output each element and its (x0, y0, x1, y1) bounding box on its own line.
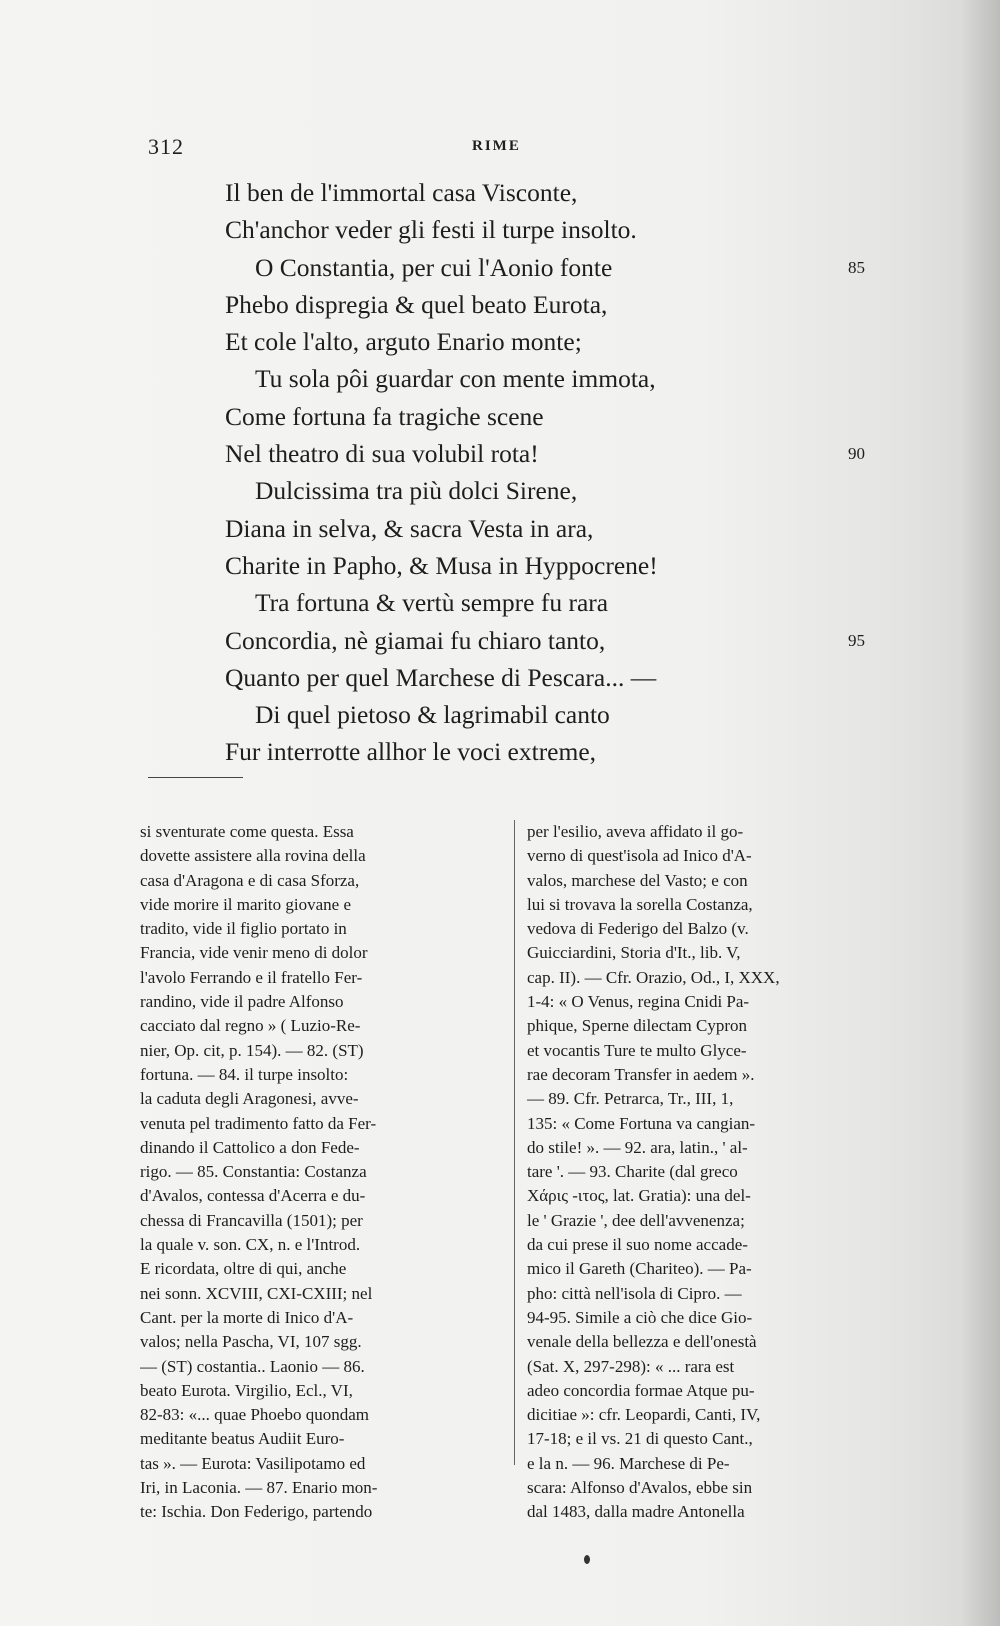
note-line: fortuna. — 84. il turpe insolto: (140, 1064, 349, 1084)
verse-line: O Constantia, per cui l'Aonio fonte (255, 252, 613, 282)
note-line: (Sat. X, 297-298): « ... rara est (527, 1356, 735, 1376)
verse-line: Nel theatro di sua volubil rota! (225, 439, 539, 469)
note-line: lui si trovava la sorella Costanza, (527, 894, 753, 914)
note-line: Francia, vide venir meno di dolor (140, 943, 368, 963)
note-line: pho: città nell'isola di Cipro. — (527, 1283, 742, 1303)
note-line: vedova di Federigo del Balzo (v. (527, 919, 749, 939)
verse-line: Tu sola pôi guardar con mente immota, (255, 364, 656, 394)
note-line: adeo concordia formae Atque pu- (527, 1380, 755, 1400)
note-line: meditante beatus Audiit Euro- (140, 1429, 345, 1449)
note-line: d'Avalos, contessa d'Acerra e du- (140, 1186, 366, 1206)
verse-line: Tra fortuna & vertù sempre fu rara (255, 588, 609, 618)
verse-line: Fur interrotte allhor le voci extreme, (225, 737, 597, 767)
note-line: rigo. — 85. Constantia: Costanza (140, 1162, 367, 1182)
poem-verse (225, 174, 785, 771)
note-line: Guicciardini, Storia d'It., lib. V, (527, 943, 741, 963)
note-line: 82-83: «... quae Phoebo quondam (140, 1405, 369, 1425)
note-line: da cui prese il suo nome accade- (527, 1235, 748, 1255)
note-line: phique, Sperne dilectam Cypron (527, 1016, 748, 1036)
footnote-rule (148, 777, 243, 778)
note-line: per l'esilio, aveva affidato il go- (527, 822, 744, 841)
verse-line: Phebo dispregia & quel beato Eurota, (225, 289, 608, 319)
note-line: Cant. per la morte di Inico d'A- (140, 1307, 354, 1327)
note-line: 1-4: « O Venus, regina Cnidi Pa- (527, 992, 750, 1012)
note-line: — 89. Cfr. Petrarca, Tr., III, 1, (527, 1089, 734, 1109)
verse-line: Concordia, nè giamai fu chiaro tanto, (225, 625, 606, 655)
note-line: rae decoram Transfer in aedem ». (527, 1064, 755, 1084)
note-line: E ricordata, oltre di qui, anche (140, 1259, 347, 1279)
page-number: 312 (148, 134, 184, 159)
verse-line: Ch'anchor veder gli festi il turpe insolto. (225, 215, 637, 245)
note-line: Χάρις -ιτος, lat. Gratia): una del- (527, 1186, 751, 1206)
note-line: la quale v. son. CX, n. e l'Introd. (140, 1235, 361, 1255)
ink-dot-mark (584, 1555, 590, 1564)
note-line: dinando il Cattolico a don Fede- (140, 1137, 360, 1157)
note-line: Iri, in Laconia. — 87. Enario mon- (140, 1478, 378, 1498)
verse-line-number: 85 (848, 257, 865, 277)
note-line: venale della bellezza e dell'onestà (527, 1332, 757, 1352)
verse-line: Come fortuna fa tragiche scene (225, 401, 544, 431)
note-line: cacciato dal regno » ( Luzio-Re- (140, 1016, 361, 1036)
verse-line-number: 90 (848, 444, 865, 464)
note-line: tradito, vide il figlio portato in (140, 919, 347, 939)
note-line: dicitiae »: cfr. Leopardi, Canti, IV, (527, 1405, 761, 1425)
note-line: casa d'Aragona e di casa Sforza, (140, 870, 360, 890)
verse-line: Et cole l'alto, arguto Enario monte; (225, 327, 582, 357)
note-line: 135: « Come Fortuna va cangian- (527, 1113, 756, 1133)
note-line: tare '. — 93. Charite (dal greco (527, 1162, 738, 1182)
note-line: et vocantis Ture te multo Glyce- (527, 1040, 747, 1060)
notes-column-left (140, 820, 506, 1525)
note-line: mico il Gareth (Chariteo). — Pa- (527, 1259, 752, 1279)
note-line: si sventurate come questa. Essa (140, 822, 354, 841)
note-line: 94-95. Simile a ciò che dice Gio- (527, 1307, 753, 1327)
note-line: verno di quest'isola ad Inico d'A- (527, 846, 752, 866)
note-line: vide morire il marito giovane e (140, 894, 352, 914)
note-line: do stile! ». — 92. ara, latin., ' al- (527, 1137, 748, 1157)
note-line: dovette assistere alla rovina della (140, 846, 366, 866)
note-line: scara: Alfonso d'Avalos, ebbe sin (527, 1478, 753, 1498)
running-title: RIME (472, 138, 521, 154)
column-divider (514, 820, 515, 1465)
note-line: venuta pel tradimento fatto da Fer- (140, 1113, 377, 1133)
note-line: te: Ischia. Don Federigo, partendo (140, 1502, 373, 1522)
note-line: beato Eurota. Virgilio, Ecl., VI, (140, 1380, 353, 1400)
note-line: randino, vide il padre Alfonso (140, 992, 344, 1012)
note-line: 17-18; e il vs. 21 di questo Cant., (527, 1429, 753, 1449)
note-line: la caduta degli Aragonesi, avve- (140, 1089, 359, 1109)
note-line: nei sonn. XCVIII, CXI-CXIII; nel (140, 1283, 373, 1303)
verse-line-number: 95 (848, 630, 865, 650)
note-line: — (ST) costantia.. Laonio — 86. (140, 1356, 365, 1376)
note-line: valos; nella Pascha, VI, 107 sgg. (140, 1332, 362, 1352)
verse-line: Dulcissima tra più dolci Sirene, (255, 476, 578, 506)
note-line: le ' Grazie ', dee dell'avvenenza; (527, 1210, 745, 1230)
note-line: dal 1483, dalla madre Antonella (527, 1502, 745, 1522)
note-line: e la n. — 96. Marchese di Pe- (527, 1453, 730, 1473)
note-line: valos, marchese del Vasto; e con (527, 870, 748, 890)
note-line: l'avolo Ferrando e il fratello Fer- (140, 967, 363, 987)
note-line: cap. II). — Cfr. Orazio, Od., I, XXX, (527, 967, 780, 987)
notes-column-right (527, 820, 893, 1525)
page-edge-shadow (960, 0, 1000, 1626)
verse-line: Di quel pietoso & lagrimabil canto (255, 700, 610, 730)
verse-line: Diana in selva, & sacra Vesta in ara, (225, 513, 594, 543)
verse-line: Il ben de l'immortal casa Visconte, (225, 178, 578, 207)
verse-line: Charite in Papho, & Musa in Hyppocrene! (225, 550, 658, 580)
note-line: tas ». — Eurota: Vasilipotamo ed (140, 1453, 366, 1473)
note-line: nier, Op. cit, p. 154). — 82. (ST) (140, 1040, 364, 1060)
verse-line: Quanto per quel Marchese di Pescara... — (225, 662, 657, 692)
note-line: chessa di Francavilla (1501); per (140, 1210, 363, 1230)
